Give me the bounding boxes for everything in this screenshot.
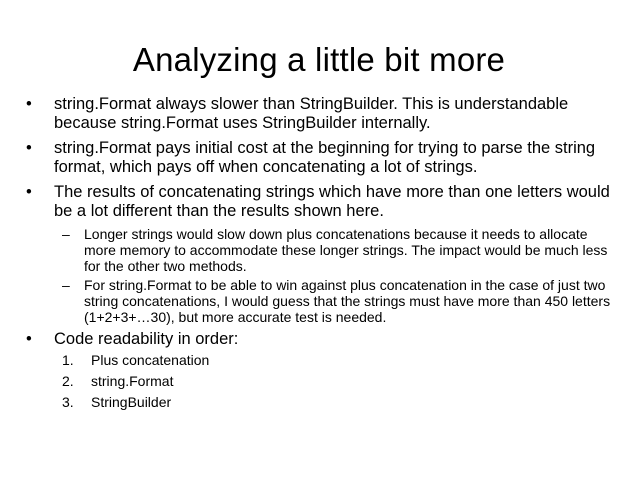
list-text: StringBuilder — [91, 394, 172, 410]
slide-title: Analyzing a little bit more — [132, 41, 506, 78]
sub-bullet-item — [62, 226, 618, 274]
sub-bullet-marker: – — [62, 277, 70, 293]
ordered-list-item — [62, 393, 562, 411]
list-number: 1. — [62, 352, 74, 368]
sub-bullet-text: For string.Format to be able to win against plus concatenation in the case of just two string concatenations, I would guess that the strings must have more than 450 letters (1+2+3+…30), but more accurate test is needed. — [84, 277, 611, 325]
bullet-text: string.Format pays initial cost at the beginning for trying to parse the string format, which pays off when concatenating a lot of strings. — [54, 139, 596, 176]
bullet-item — [26, 95, 616, 133]
list-number: 3. — [62, 394, 74, 410]
ordered-list-item — [62, 351, 562, 369]
bullet-marker: • — [26, 330, 32, 348]
list-text: string.Format — [91, 373, 174, 389]
list-number: 2. — [62, 373, 74, 389]
bullet-item — [26, 139, 616, 177]
bullet-item — [26, 330, 616, 349]
bullet-text: string.Format always slower than StringBuilder. This is understandable because string.Format uses StringBuilder internally. — [54, 95, 569, 132]
bullet-text: Code readability in order: — [54, 330, 239, 348]
bullet-item — [26, 183, 616, 221]
sub-bullet-item — [62, 277, 618, 325]
bullet-marker: • — [26, 183, 32, 201]
sub-bullet-text: Longer strings would slow down plus concatenations because it needs to allocate more memory to accommodate these longer strings. The impact would be much less for the other two methods. — [84, 226, 608, 274]
bullet-marker: • — [26, 139, 32, 157]
sub-bullet-marker: – — [62, 226, 70, 242]
ordered-list-item — [62, 372, 562, 390]
bullet-marker: • — [26, 95, 32, 113]
list-text: Plus concatenation — [91, 352, 210, 368]
bullet-text: The results of concatenating strings which have more than one letters would be a lot different than the results shown here. — [54, 183, 610, 220]
